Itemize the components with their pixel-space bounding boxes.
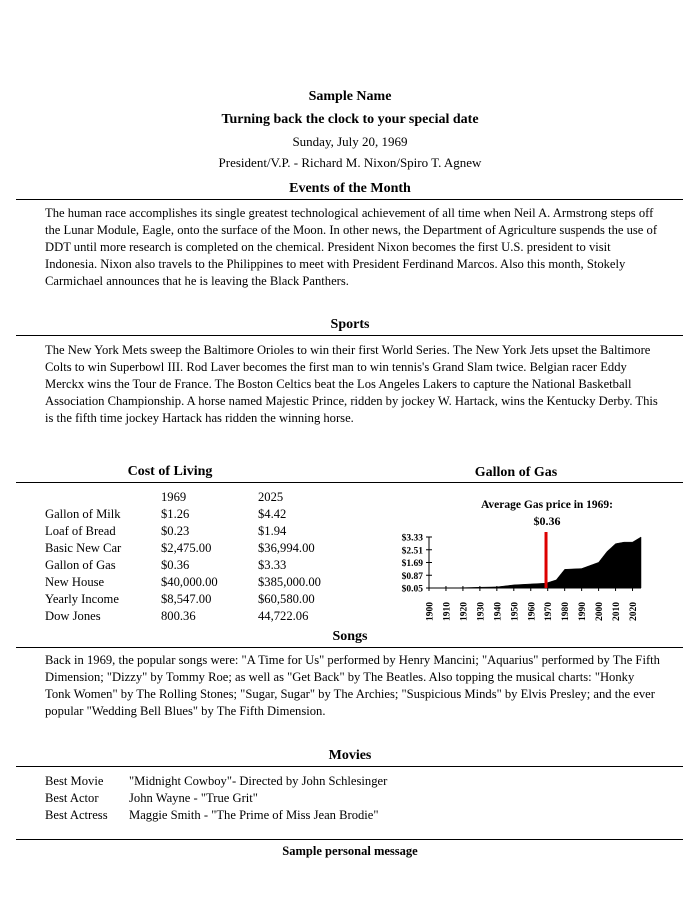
x-tick-label: 2010 bbox=[612, 602, 623, 621]
x-tick-label: 1900 bbox=[425, 602, 436, 621]
cost-item: Loaf of Bread bbox=[45, 524, 116, 538]
x-tick-label: 1950 bbox=[510, 602, 521, 621]
songs-text: Back in 1969, the popular songs were: "A Time for Us" performed by Henry Mancini; "Aquarius" performed by The Fifth Dimension; "Dizzy" by Tommy Roe; as well as "Get Back" by The Beatles. Also topping the musical charts: "Honky Tonk Women" by The Rolling Stones; "Sugar, Sugar" by The Archies; "Suspicious Minds" by Elvis Presley; and the ever popular "Wedding Bell Blues" by The Fifth Dimension. bbox=[45, 653, 660, 718]
personal-message: Sample personal message bbox=[282, 844, 418, 858]
events-divider bbox=[16, 199, 683, 200]
cost-row-income bbox=[45, 591, 358, 608]
chart-plot bbox=[402, 532, 641, 621]
sports-text: The New York Mets sweep the Baltimore Orioles to win their first World Series. The New York Jets upset the Baltimore Colts to win Superbowl III. Rod Laver becomes the first man to win tennis's Grand Slam twice. Belgian racer Eddy Merckx wins the Tour de France. The Boston Celtics beat the Los Angeles Lakers to capture the National Basketball Association Championship. A horse named Majestic Prince, ridden by jockey W. Hartack, wins the Kentucky Derby. This is the fifth time jockey Hartack has ridden the winning horse. bbox=[45, 343, 658, 425]
cost-2025: $60,580.00 bbox=[258, 592, 315, 606]
cost-2025: $36,994.00 bbox=[258, 541, 315, 555]
events-title: Events of the Month bbox=[289, 181, 411, 196]
cost-2025: $1.94 bbox=[258, 524, 287, 538]
movie-category: Best Actor bbox=[45, 791, 99, 805]
y-tick-label: $1.69 bbox=[401, 559, 423, 569]
sports-title: Sports bbox=[330, 317, 370, 332]
movies-divider bbox=[16, 766, 683, 767]
y-tick-label: $0.05 bbox=[401, 584, 423, 595]
chart-title: Average Gas price in 1969: bbox=[480, 499, 614, 511]
cost-1969: 800.36 bbox=[161, 609, 196, 623]
songs-divider bbox=[16, 647, 683, 648]
movies-table bbox=[45, 773, 387, 824]
cost-row-milk bbox=[45, 506, 358, 523]
cost-of-living-title: Cost of Living bbox=[127, 464, 213, 479]
movie-row-best-actor bbox=[45, 790, 387, 807]
y-tick-label: $2.51 bbox=[401, 546, 423, 557]
cost-1969: $0.23 bbox=[161, 524, 190, 538]
movie-row-best-movie bbox=[45, 773, 387, 790]
personal-divider bbox=[16, 839, 683, 840]
president-line: President/V.P. - Richard M. Nixon/Spiro T. Agnew bbox=[218, 155, 482, 170]
cost-row-house bbox=[45, 574, 358, 591]
cost-row-dow bbox=[45, 608, 358, 625]
movie-category: Best Actress bbox=[45, 808, 108, 822]
movie-winner: John Wayne - "True Grit" bbox=[129, 791, 258, 805]
x-tick-label: 1970 bbox=[544, 602, 555, 621]
x-tick-label: 1920 bbox=[459, 602, 470, 621]
movie-category: Best Movie bbox=[45, 774, 104, 788]
special-date: Sunday, July 20, 1969 bbox=[292, 134, 408, 149]
cost-2025: $4.42 bbox=[258, 507, 287, 521]
cost-of-living-table bbox=[45, 489, 358, 625]
cost-header-2025: 2025 bbox=[258, 490, 284, 504]
cost-item: Gallon of Milk bbox=[45, 507, 121, 521]
page-subtitle: Turning back the clock to your special date bbox=[221, 112, 479, 127]
cost-1969: $40,000.00 bbox=[161, 575, 218, 589]
cost-header-item bbox=[45, 489, 161, 506]
cost-item: New House bbox=[45, 575, 105, 589]
gas-price-area bbox=[429, 537, 641, 588]
movie-winner: Maggie Smith - "The Prime of Miss Jean Brodie" bbox=[129, 808, 379, 822]
y-tick-label: $3.33 bbox=[401, 533, 423, 544]
chart-highlight-label: $0.36 bbox=[533, 514, 561, 528]
x-tick-label: 1960 bbox=[527, 602, 538, 621]
cost-1969: $1.26 bbox=[161, 507, 190, 521]
cost-row-bread bbox=[45, 523, 358, 540]
gas-title: Gallon of Gas bbox=[474, 465, 558, 480]
recipient-name: Sample Name bbox=[308, 89, 392, 104]
y-tick-label: $0.87 bbox=[401, 571, 423, 582]
x-tick-label: 1940 bbox=[493, 602, 504, 621]
cost-item: Dow Jones bbox=[45, 609, 101, 623]
highlight-bar bbox=[545, 532, 548, 588]
cost-2025: $385,000.00 bbox=[258, 575, 321, 589]
cost-1969: $0.36 bbox=[161, 558, 190, 572]
x-tick-label: 1910 bbox=[442, 602, 453, 621]
cost-divider bbox=[16, 482, 683, 483]
cost-row-car bbox=[45, 540, 358, 557]
movie-winner: "Midnight Cowboy"- Directed by John Schlesinger bbox=[129, 774, 388, 788]
songs-title: Songs bbox=[332, 629, 368, 644]
cost-2025: $3.33 bbox=[258, 558, 287, 572]
x-tick-label: 1980 bbox=[561, 602, 572, 621]
cost-2025: 44,722.06 bbox=[258, 609, 309, 623]
cost-row-gas bbox=[45, 557, 358, 574]
movie-row-best-actress bbox=[45, 807, 387, 824]
x-tick-label: 1930 bbox=[476, 602, 487, 621]
sports-divider bbox=[16, 335, 683, 336]
x-tick-label: 1990 bbox=[578, 602, 589, 621]
movies-title: Movies bbox=[328, 748, 372, 763]
cost-1969: $2,475.00 bbox=[161, 541, 212, 555]
x-tick-label: 2020 bbox=[629, 602, 640, 621]
x-tick-label: 2000 bbox=[595, 602, 606, 621]
cost-header-1969: 1969 bbox=[161, 490, 187, 504]
cost-1969: $8,547.00 bbox=[161, 592, 212, 606]
gas-price-chart bbox=[390, 490, 690, 625]
cost-item: Gallon of Gas bbox=[45, 558, 116, 572]
cost-header-row bbox=[45, 489, 358, 506]
cost-item: Yearly Income bbox=[45, 592, 119, 606]
events-text: The human race accomplishes its single greatest technological achievement of all time when Neil A. Armstrong steps off the Lunar Module, Eagle, onto the surface of the Moon. In other news, the Department of Agriculture suspends the use of DDT until more research is completed on the chemical. President Nixon becomes the first U.S. president to visit Indonesia. Nixon also travels to the Philippines to meet with President Ferdinand Marcos. Also this month, Stokely Carmichael announces that he is leaving the Black Panthers. bbox=[45, 206, 658, 288]
cost-item: Basic New Car bbox=[45, 541, 122, 555]
